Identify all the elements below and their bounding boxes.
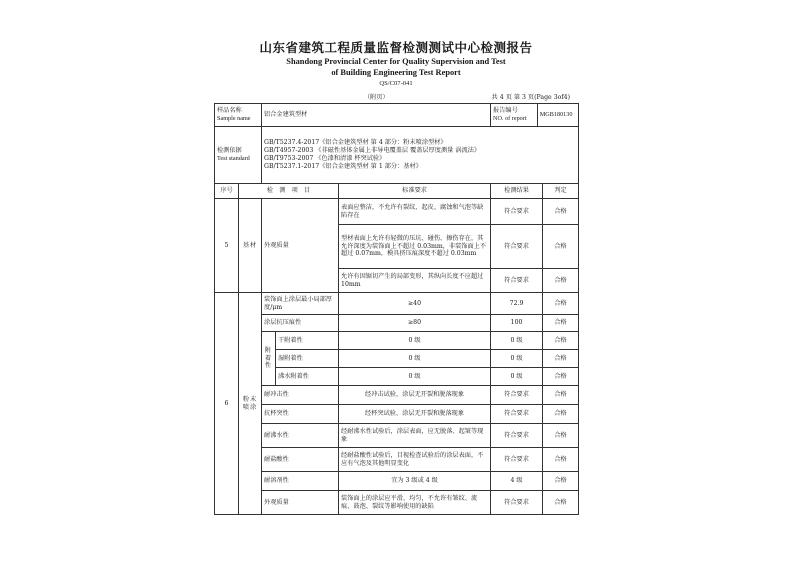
result-cell: 72.9 bbox=[491, 293, 543, 315]
report-title-en-line1: Shandong Provincial Center for Quality Supervision and Test bbox=[286, 57, 506, 66]
result-cell: 符合要求 bbox=[491, 491, 543, 515]
verdict-cell: 合格 bbox=[543, 448, 579, 472]
column-header-row bbox=[215, 184, 579, 199]
result-cell: 符合要求 bbox=[491, 199, 543, 225]
col-header-seq: 序号 bbox=[215, 184, 239, 199]
verdict-cell: 合格 bbox=[543, 199, 579, 225]
form-code: QS/C07-041 bbox=[379, 80, 413, 87]
requirement-cell: 经杯突试验，涂层无开裂和脱落现象 bbox=[339, 405, 491, 424]
item-cell: 装饰面上涂层最小局部厚度/μm bbox=[262, 293, 339, 315]
report-table bbox=[214, 103, 579, 515]
result-cell: 4 级 bbox=[491, 472, 543, 491]
item-cell: 沸水附着性 bbox=[276, 368, 339, 386]
item-cell: 涂层抗压痕性 bbox=[262, 315, 339, 332]
report-no-value: MGB180130 bbox=[539, 111, 573, 119]
sample-name-value: 铝合金建筑型材 bbox=[262, 104, 491, 127]
requirement-cell: ≥40 bbox=[339, 293, 491, 315]
result-cell: 符合要求 bbox=[491, 269, 543, 293]
verdict-cell: 合格 bbox=[543, 368, 579, 386]
test-standard-list bbox=[262, 127, 579, 184]
requirement-cell: 经冲击试验，涂层无开裂和脱落现象 bbox=[339, 386, 491, 405]
result-cell: 0 级 bbox=[491, 350, 543, 368]
page-info: 共 4 页 第 3 页(Page 3of4) bbox=[491, 94, 570, 101]
col-header-result: 检测结果 bbox=[491, 184, 543, 199]
verdict-cell: 合格 bbox=[543, 315, 579, 332]
appendix-label: （附页） bbox=[364, 94, 389, 101]
verdict-cell: 合格 bbox=[543, 424, 579, 448]
table-row bbox=[215, 405, 579, 424]
test-standard-row bbox=[215, 127, 579, 184]
group6-category: 粉末喷涂 bbox=[239, 293, 262, 515]
result-cell: 符合要求 bbox=[491, 405, 543, 424]
requirement-cell: 经耐盐酸性试验后，目视检查试验后的涂层表面，不应有气泡及其他明显变化 bbox=[339, 448, 491, 472]
item-cell: 抗杯突性 bbox=[262, 405, 339, 424]
result-cell: 符合要求 bbox=[491, 386, 543, 405]
report-title-en-line2: of Building Engineering Test Report bbox=[331, 68, 461, 77]
sample-name-label: 样品名称 Sample name bbox=[215, 104, 262, 127]
item-cell: 耐溶剂性 bbox=[262, 472, 339, 491]
group5-category: 基材 bbox=[239, 199, 262, 293]
standard-item: GB/T9753-2007 《色漆和清漆 杯突试验》 bbox=[264, 155, 386, 162]
col-header-verdict: 判定 bbox=[543, 184, 579, 199]
report-page bbox=[214, 0, 578, 571]
table-row bbox=[215, 424, 579, 448]
requirement-cell: 允许有因锯切产生的局部变形，其纵向长度不应超过 10mm bbox=[339, 269, 491, 293]
table-row bbox=[215, 315, 579, 332]
item-cell: 耐盐酸性 bbox=[262, 448, 339, 472]
verdict-cell: 合格 bbox=[543, 225, 579, 269]
requirement-cell: 0 级 bbox=[339, 350, 491, 368]
requirement-cell: 型材表面上允许有轻微的压坑、碰伤、擦伤存在，其允许深度为装饰面上不超过 0.03mm，非装饰面上不超过 0.07mm，模具挤压痕深度不超过 0.03mm bbox=[339, 225, 491, 269]
table-row bbox=[215, 448, 579, 472]
requirement-cell: 0 级 bbox=[339, 332, 491, 350]
requirement-cell: 装饰面上的涂层应平滑、均匀，不允许有皱纹、流痕、鼓泡、裂纹等影响使用的缺陷 bbox=[339, 491, 491, 515]
item-cell: 湿附着性 bbox=[276, 350, 339, 368]
result-cell: 0 级 bbox=[491, 368, 543, 386]
standard-item: GB/T4957-2003 《非磁性基体金属上非导电覆盖层 覆盖层厚度测量 涡流法》 bbox=[264, 147, 481, 155]
adhesion-label: 附着性 bbox=[262, 332, 276, 386]
table-row bbox=[215, 332, 579, 350]
result-cell: 符合要求 bbox=[491, 424, 543, 448]
col-header-requirement: 标准要求 bbox=[339, 184, 491, 199]
standard-item: GB/T5237.4-2017《铝合金建筑型材 第 4 部分：粉末喷涂型材》 bbox=[264, 139, 447, 147]
verdict-cell: 合格 bbox=[543, 405, 579, 424]
verdict-cell: 合格 bbox=[543, 293, 579, 315]
verdict-cell: 合格 bbox=[543, 386, 579, 405]
standard-item: GB/T5237.1-2017《铝合金建筑型材 第 1 部分：基材》 bbox=[264, 162, 422, 170]
verdict-cell: 合格 bbox=[543, 472, 579, 491]
requirement-cell: ≥80 bbox=[339, 315, 491, 332]
item-cell: 耐冲击性 bbox=[262, 386, 339, 405]
requirement-cell: 0 级 bbox=[339, 368, 491, 386]
result-cell: 符合要求 bbox=[491, 225, 543, 269]
table-row bbox=[215, 472, 579, 491]
requirement-cell: 经耐沸水性试验后，涂层表面，应无脱落、起皱等现象 bbox=[339, 424, 491, 448]
table-row bbox=[215, 293, 579, 315]
result-cell: 符合要求 bbox=[491, 448, 543, 472]
verdict-cell: 合格 bbox=[543, 269, 579, 293]
table-row bbox=[215, 491, 579, 515]
sample-name-row bbox=[215, 104, 579, 127]
table-row bbox=[215, 199, 579, 225]
item-cell: 外观质量 bbox=[262, 491, 339, 515]
group5-item: 外观质量 bbox=[262, 199, 339, 293]
group5-seq: 5 bbox=[215, 199, 239, 293]
item-cell: 耐沸水性 bbox=[262, 424, 339, 448]
verdict-cell: 合格 bbox=[543, 332, 579, 350]
table-row bbox=[215, 386, 579, 405]
group6-seq: 6 bbox=[215, 293, 239, 515]
requirement-cell: 表面应整洁，不允许有裂纹、起皮、腐蚀和气泡等缺陷存在 bbox=[339, 199, 491, 225]
item-cell: 干附着性 bbox=[276, 332, 339, 350]
verdict-cell: 合格 bbox=[543, 350, 579, 368]
result-cell: 0 级 bbox=[491, 332, 543, 350]
report-title-cn: 山东省建筑工程质量监督检测测试中心检测报告 bbox=[259, 40, 533, 55]
col-header-item: 检 测 项 目 bbox=[239, 184, 339, 199]
report-no-label: 报告编号 NO. of report bbox=[491, 104, 538, 126]
test-standard-label: 检测依据 Test standard bbox=[215, 127, 262, 184]
result-cell: 100 bbox=[491, 315, 543, 332]
requirement-cell: 宜为 3 级或 4 级 bbox=[339, 472, 491, 491]
report-no-cell bbox=[491, 104, 579, 127]
verdict-cell: 合格 bbox=[543, 491, 579, 515]
